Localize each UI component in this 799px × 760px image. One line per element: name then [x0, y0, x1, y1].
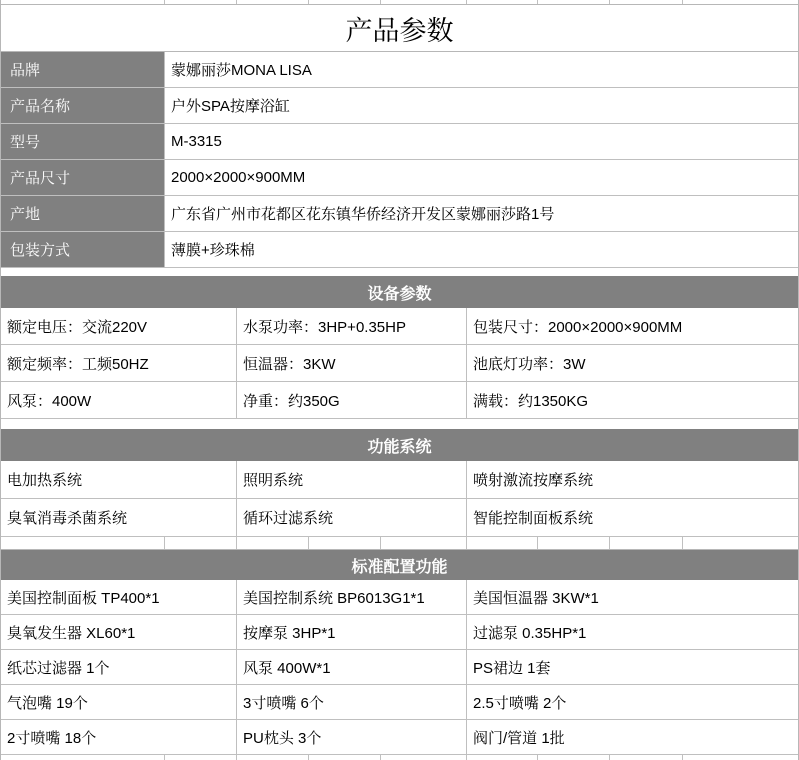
section-spacer: [1, 268, 798, 276]
table-row: [1, 685, 798, 720]
spec-cell: 水泵功率：3HP+0.35HP: [237, 308, 467, 344]
spec-cell: 额定频率：工频50HZ: [1, 345, 237, 381]
row-value: 2000×2000×900MM: [165, 160, 798, 195]
spec-cell: 美国恒温器 3KW*1: [473, 589, 599, 607]
spec-cell: 2寸喷嘴 18个: [1, 720, 237, 754]
row-value: 蒙娜丽莎MONA LISA: [165, 52, 798, 87]
spec-cell: 美国控制系统 BP6013G1*1: [237, 580, 467, 614]
grid-tick-row-bottom: [1, 755, 798, 760]
row-value: 广东省广州市花都区花东镇华侨经济开发区蒙娜丽莎路1号: [165, 196, 798, 231]
table-row: [1, 52, 798, 88]
spec-cell: 纸芯过滤器 1个: [1, 650, 237, 684]
function-systems-table: [1, 461, 798, 537]
table-row: [1, 615, 798, 650]
spec-cell: 恒温器：3KW: [237, 345, 467, 381]
row-value: 户外SPA按摩浴缸: [165, 88, 798, 123]
spec-cell: 过滤泵 0.35HP*1: [473, 624, 587, 642]
spec-cell: 净重：约350G: [237, 382, 467, 418]
spec-cell: 额定电压：交流220V: [1, 308, 237, 344]
section-spacer: [1, 419, 798, 429]
spec-cell: 按摩泵 3HP*1: [237, 615, 467, 649]
spec-cell: 循环过滤系统: [237, 499, 467, 536]
table-row: [1, 461, 798, 499]
table-row: [1, 499, 798, 537]
table-row: [1, 382, 798, 419]
table-row: [1, 580, 798, 615]
spec-cell: 3寸喷嘴 6个: [237, 685, 467, 719]
spec-cell: PU枕头 3个: [237, 720, 467, 754]
table-row: [1, 160, 798, 196]
equipment-params-table: [1, 308, 798, 419]
table-row: [1, 124, 798, 160]
row-label: 型号: [1, 124, 165, 159]
row-label: 品牌: [1, 52, 165, 87]
row-label: 包装方式: [1, 232, 165, 267]
table-row: [1, 232, 798, 268]
spec-cell: 池底灯功率：3W: [473, 355, 586, 373]
page-title: 产品参数: [1, 5, 798, 52]
section-header-standard-config: 标准配置功能: [1, 550, 798, 580]
table-row: [1, 88, 798, 124]
table-row: [1, 345, 798, 382]
row-label: 产地: [1, 196, 165, 231]
spec-cell: 满载：约1350KG: [473, 392, 589, 410]
spec-cell: 智能控制面板系统: [473, 510, 594, 527]
table-row: [1, 196, 798, 232]
standard-config-table: [1, 580, 798, 755]
table-row: [1, 720, 798, 755]
spec-cell: 包装尺寸：2000×2000×900MM: [473, 318, 683, 336]
row-label: 产品尺寸: [1, 160, 165, 195]
section-header-equipment: 设备参数: [1, 276, 798, 308]
row-value: M-3315: [165, 124, 798, 159]
table-row: [1, 650, 798, 685]
spec-cell: 臭氧发生器 XL60*1: [1, 615, 237, 649]
table-row: [1, 308, 798, 345]
spec-cell: 喷射激流按摩系统: [473, 472, 594, 489]
spec-cell: 阀门/管道 1批: [473, 729, 565, 747]
row-value: 薄膜+珍珠棉: [165, 232, 798, 267]
spec-cell: 气泡嘴 19个: [1, 685, 237, 719]
spec-cell: 电加热系统: [1, 461, 237, 498]
row-label: 产品名称: [1, 88, 165, 123]
spec-cell: 美国控制面板 TP400*1: [1, 580, 237, 614]
product-info-table: [1, 52, 798, 268]
spec-cell: PS裙边 1套: [473, 659, 551, 677]
section-header-functions: 功能系统: [1, 429, 798, 461]
spec-cell: 2.5寸喷嘴 2个: [473, 694, 567, 712]
grid-tick-row-mid: [1, 537, 798, 550]
spec-cell: 臭氧消毒杀菌系统: [1, 499, 237, 536]
spec-cell: 照明系统: [237, 461, 467, 498]
spec-cell: 风泵：400W: [1, 382, 237, 418]
spec-cell: 风泵 400W*1: [237, 650, 467, 684]
